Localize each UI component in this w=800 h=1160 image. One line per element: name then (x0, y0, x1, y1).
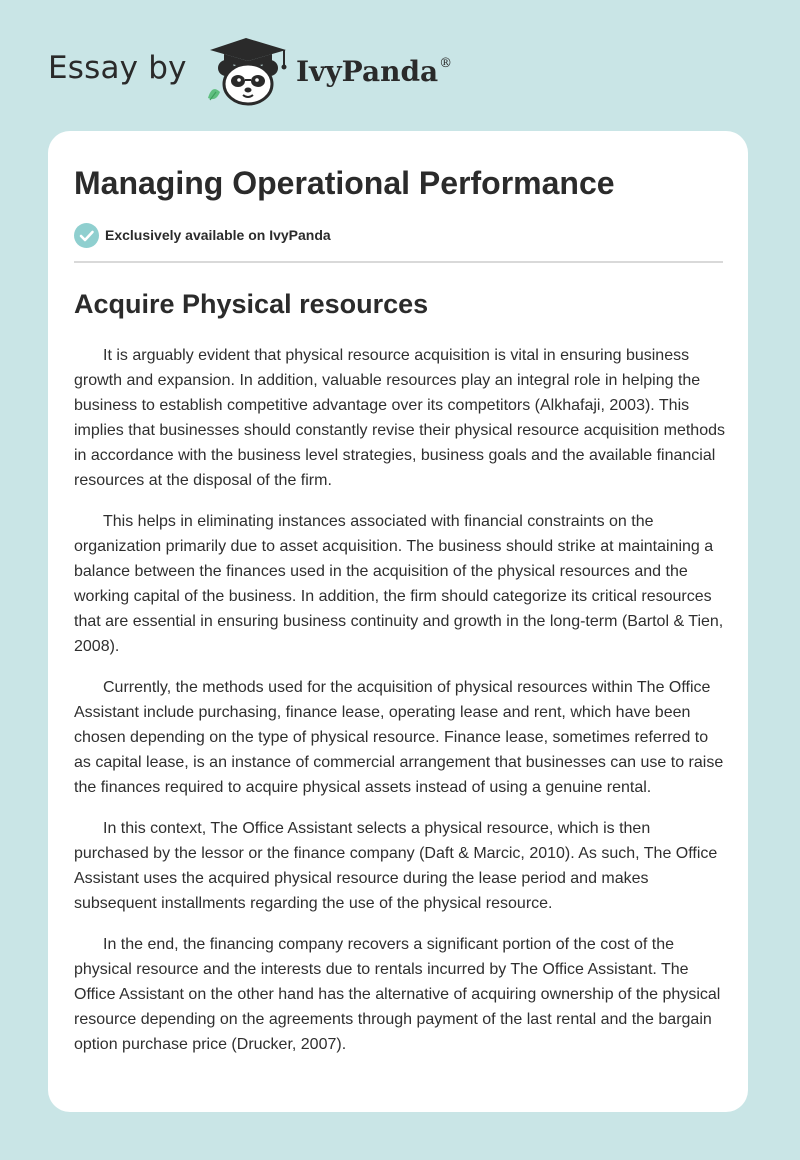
essay-card (48, 131, 748, 1112)
title-divider (74, 261, 723, 263)
essay-title: Managing Operational Performance (74, 165, 615, 201)
check-circle-icon (74, 223, 99, 248)
site-header (0, 0, 800, 128)
panda-graduate-logo-icon[interactable] (200, 36, 296, 108)
paragraph: This helps in eliminating instances associated with financial constraints on the organization primarily due to asset acquisition. The business should strike at maintaining a balance between the finances used in the acquisition of the physical resources and the working capital of the business. In addition, the firm should categorize its critical resources that are essential in ensuring business continuity and growth in the long-term (Bartol & Tien, 2008). (74, 513, 724, 655)
essay-body (74, 343, 726, 1073)
essay-by-label: Essay by (48, 50, 187, 86)
section-heading: Acquire Physical resources (74, 289, 429, 319)
paragraph: In the end, the financing company recovers a significant portion of the cost of the physical resource and the interests due to rentals incurred by The Office Assistant. The Office Assistant on the other hand has the alternative of acquiring ownership of the physical resource depending on the agreements through payment of the last rental and the bargain option purchase price (Drucker, 2007). (74, 936, 721, 1053)
paragraph: Currently, the methods used for the acquisition of physical resources within The Office Assistant include purchasing, finance lease, operating lease and rent, which have been chosen depending on the type of physical resource. Finance lease, sometimes referred to as capital lease, is an instance of commercial arrangement that businesses can use to raise the finances required to acquire physical assets instead of using a genuine rental. (74, 679, 724, 796)
paragraph: In this context, The Office Assistant selects a physical resource, which is then purchased by the lessor or the finance company (Daft & Marcic, 2010). As such, The Office Assistant uses the acquired physical resource during the lease period and makes subsequent installments regarding the use of the physical resource. (74, 820, 718, 912)
exclusive-badge (74, 222, 331, 248)
registered-mark: ® (439, 55, 453, 71)
brand-name[interactable] (296, 55, 452, 88)
exclusive-badge-text: Exclusively available on IvyPanda (105, 227, 331, 243)
paragraph: It is arguably evident that physical resource acquisition is vital in ensuring business growth and expansion. In addition, valuable resources play an integral role in helping the business to establish competitive advantage over its competitors (Alkhafaji, 2003). This implies that businesses should constantly revise their physical resource acquisition methods in accordance with the business level strategies, business goals and the available financial resources at the disposal of the firm. (74, 347, 725, 489)
brand-name-text: IvyPanda (296, 55, 439, 88)
